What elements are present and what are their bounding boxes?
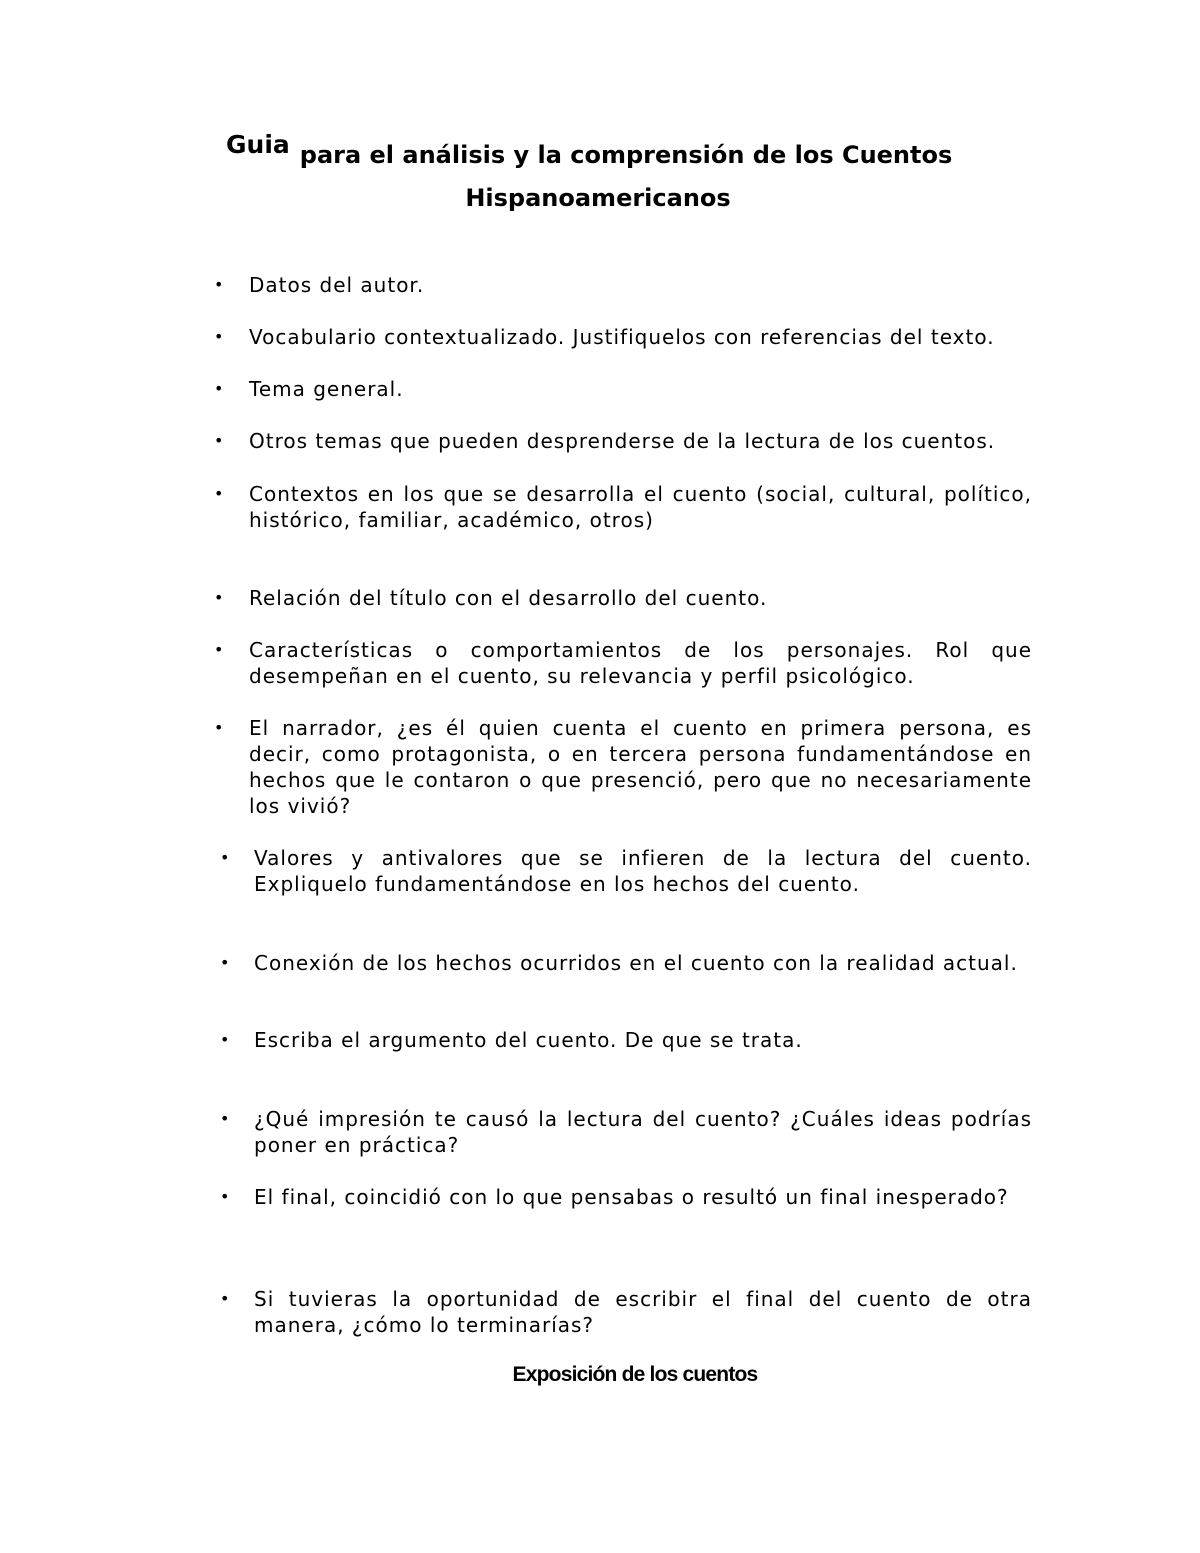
list-item [220,1286,1032,1338]
list-item-text: ¿Qué impresión te causó la lectura del cuento? ¿Cuáles ideas podrías poner en práctica? [254,1107,1032,1157]
list-item-text: Vocabulario contextualizado. Justifiquelos con referencias del texto. [249,325,995,349]
list-item-text: Datos del autor. [249,273,425,297]
list-item [220,1027,1044,1053]
title-line-2: Hispanoamericanos [465,184,731,212]
list-item-text: Contextos en los que se desarrolla el cuento (social, cultural, político, histórico, familiar, académico, otros) [249,482,1032,532]
list-item-text: Relación del título con el desarrollo del cuento. [249,586,768,610]
title-line-1-text: para el análisis y la comprensión de los Cuentos [299,141,953,169]
list-item [214,481,1032,533]
list-item-text: Si tuvieras la oportunidad de escribir el final del cuento de otra manera, ¿cómo lo terminarías? [254,1287,1032,1337]
bullet: • [214,588,225,607]
list-item [220,1106,1032,1158]
list-item [214,637,1032,689]
list-item-text: Otros temas que pueden desprenderse de la lectura de los cuentos. [249,429,996,453]
bullet: • [220,1030,231,1049]
list-item [214,324,1039,350]
list-item-text: El final, coincidió con lo que pensabas o resultó un final inesperado? [254,1185,1009,1209]
bullet: • [220,1109,231,1128]
list-item [220,845,1032,897]
list-item [214,585,1039,611]
bullet: • [220,953,231,972]
bullet: • [220,1187,231,1206]
list-item-text: Conexión de los hechos ocurridos en el cuento con la realidad actual. [254,951,1018,975]
list-item [220,950,1032,976]
title-first-word: Guia [226,130,290,159]
list-item-text: Tema general. [249,377,404,401]
list-item [214,715,1032,819]
list-item [220,1184,1032,1210]
list-item-text: Escriba el argumento del cuento. De que se trata. [254,1028,803,1052]
list-item [214,272,1039,298]
footer-heading: Exposición de los cuentos [512,1363,758,1386]
bullet: • [214,379,225,398]
bullet: • [220,848,231,867]
list-item-text: Características o comportamientos de los personajes. Rol que desempeñan en el cuento, su relevancia y perfil psicológico. [249,638,1032,688]
list-item [214,428,1039,454]
bullet: • [214,484,225,503]
list-item-text: Valores y antivalores que se infieren de la lectura del cuento. Expliquelo fundamentándose en los hechos del cuento. [254,846,1032,896]
bullet: • [214,640,225,659]
list-item [214,376,1039,402]
bullet: • [214,718,225,737]
title-line-1 [226,130,953,169]
list-item-text: El narrador, ¿es él quien cuenta el cuento en primera persona, es decir, como protagonista, o en tercera persona fundamentándose en hechos que le contaron o que presenció, pero que no necesariamente los vivió? [249,716,1032,818]
bullet: • [220,1289,231,1308]
bullet: • [214,327,225,346]
bullet: • [214,275,225,294]
bullet: • [214,431,225,450]
